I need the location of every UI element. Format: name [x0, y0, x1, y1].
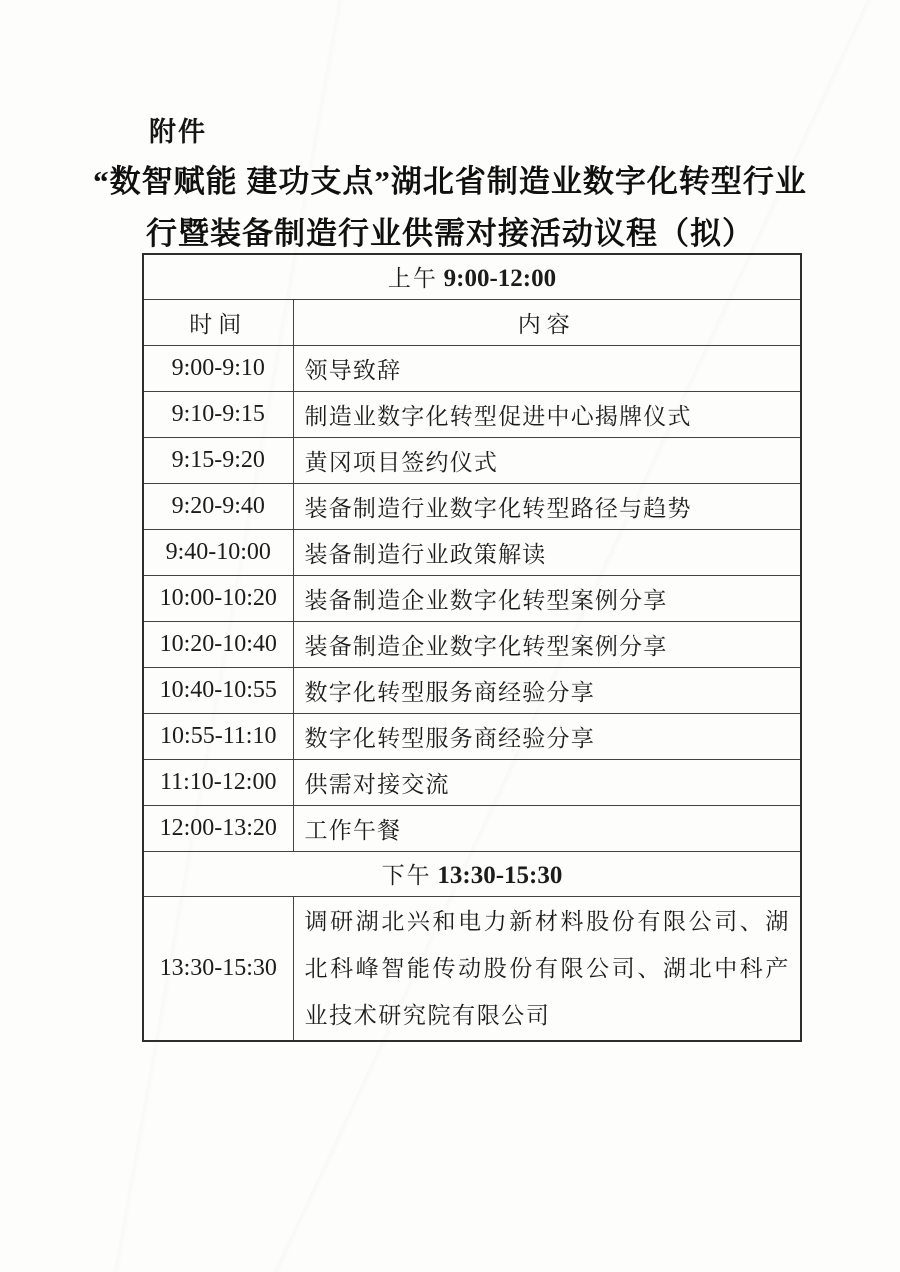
content-column-header: 内容: [293, 299, 801, 345]
morning-session-header-row: [143, 254, 801, 299]
time-column-header: 时间: [143, 299, 293, 345]
morning-session-period: 上午: [387, 266, 438, 292]
time-cell: 9:10-9:15: [143, 391, 293, 437]
agenda-row: [143, 896, 801, 1041]
content-cell: 工作午餐: [293, 805, 801, 851]
content-cell: 装备制造企业数字化转型案例分享: [293, 621, 801, 667]
agenda-row: [143, 805, 801, 851]
agenda-table: [142, 253, 802, 1042]
attachment-label: 附件: [149, 117, 207, 147]
content-cell: 数字化转型服务商经验分享: [293, 667, 801, 713]
agenda-row: [143, 575, 801, 621]
time-cell: 12:00-13:20: [143, 805, 293, 851]
time-cell: 10:40-10:55: [143, 667, 293, 713]
content-cell: 装备制造企业数字化转型案例分享: [293, 575, 801, 621]
afternoon-session-header-row: [143, 851, 801, 896]
content-cell: 装备制造行业数字化转型路径与趋势: [293, 483, 801, 529]
agenda-row: [143, 759, 801, 805]
content-cell: 供需对接交流: [293, 759, 801, 805]
column-header-row: [143, 299, 801, 345]
afternoon-session-time: 13:30-15:30: [437, 862, 563, 889]
document-title: [0, 156, 900, 260]
agenda-row: [143, 391, 801, 437]
agenda-row: [143, 437, 801, 483]
time-cell: 13:30-15:30: [143, 896, 293, 1041]
document-title-line1: “数智赋能 建功支点”湖北省制造业数字化转型行业: [93, 164, 807, 199]
content-cell: 装备制造行业政策解读: [293, 529, 801, 575]
agenda-row: [143, 483, 801, 529]
time-cell: 9:00-9:10: [143, 345, 293, 391]
time-cell: 9:20-9:40: [143, 483, 293, 529]
agenda-row: [143, 345, 801, 391]
content-cell: 领导致辞: [293, 345, 801, 391]
morning-session-time: 9:00-12:00: [443, 265, 557, 293]
content-cell: 调研湖北兴和电力新材料股份有限公司、湖北科峰智能传动股份有限公司、湖北中科产业技术研究院有限公司: [293, 896, 801, 1041]
time-cell: 10:20-10:40: [143, 621, 293, 667]
content-cell: 黄冈项目签约仪式: [293, 437, 801, 483]
time-cell: 10:55-11:10: [143, 713, 293, 759]
afternoon-session-period: 下午: [381, 863, 432, 888]
afternoon-session-header: [143, 851, 801, 896]
content-cell: 数字化转型服务商经验分享: [293, 713, 801, 759]
content-cell: 制造业数字化转型促进中心揭牌仪式: [293, 391, 801, 437]
morning-session-header: [143, 254, 801, 299]
agenda-row: [143, 529, 801, 575]
document-title-line2: 行暨装备制造行业供需对接活动议程（拟）: [146, 216, 754, 251]
time-cell: 10:00-10:20: [143, 575, 293, 621]
time-cell: 9:15-9:20: [143, 437, 293, 483]
time-cell: 9:40-10:00: [143, 529, 293, 575]
agenda-row: [143, 667, 801, 713]
agenda-row: [143, 621, 801, 667]
time-cell: 11:10-12:00: [143, 759, 293, 805]
agenda-row: [143, 713, 801, 759]
